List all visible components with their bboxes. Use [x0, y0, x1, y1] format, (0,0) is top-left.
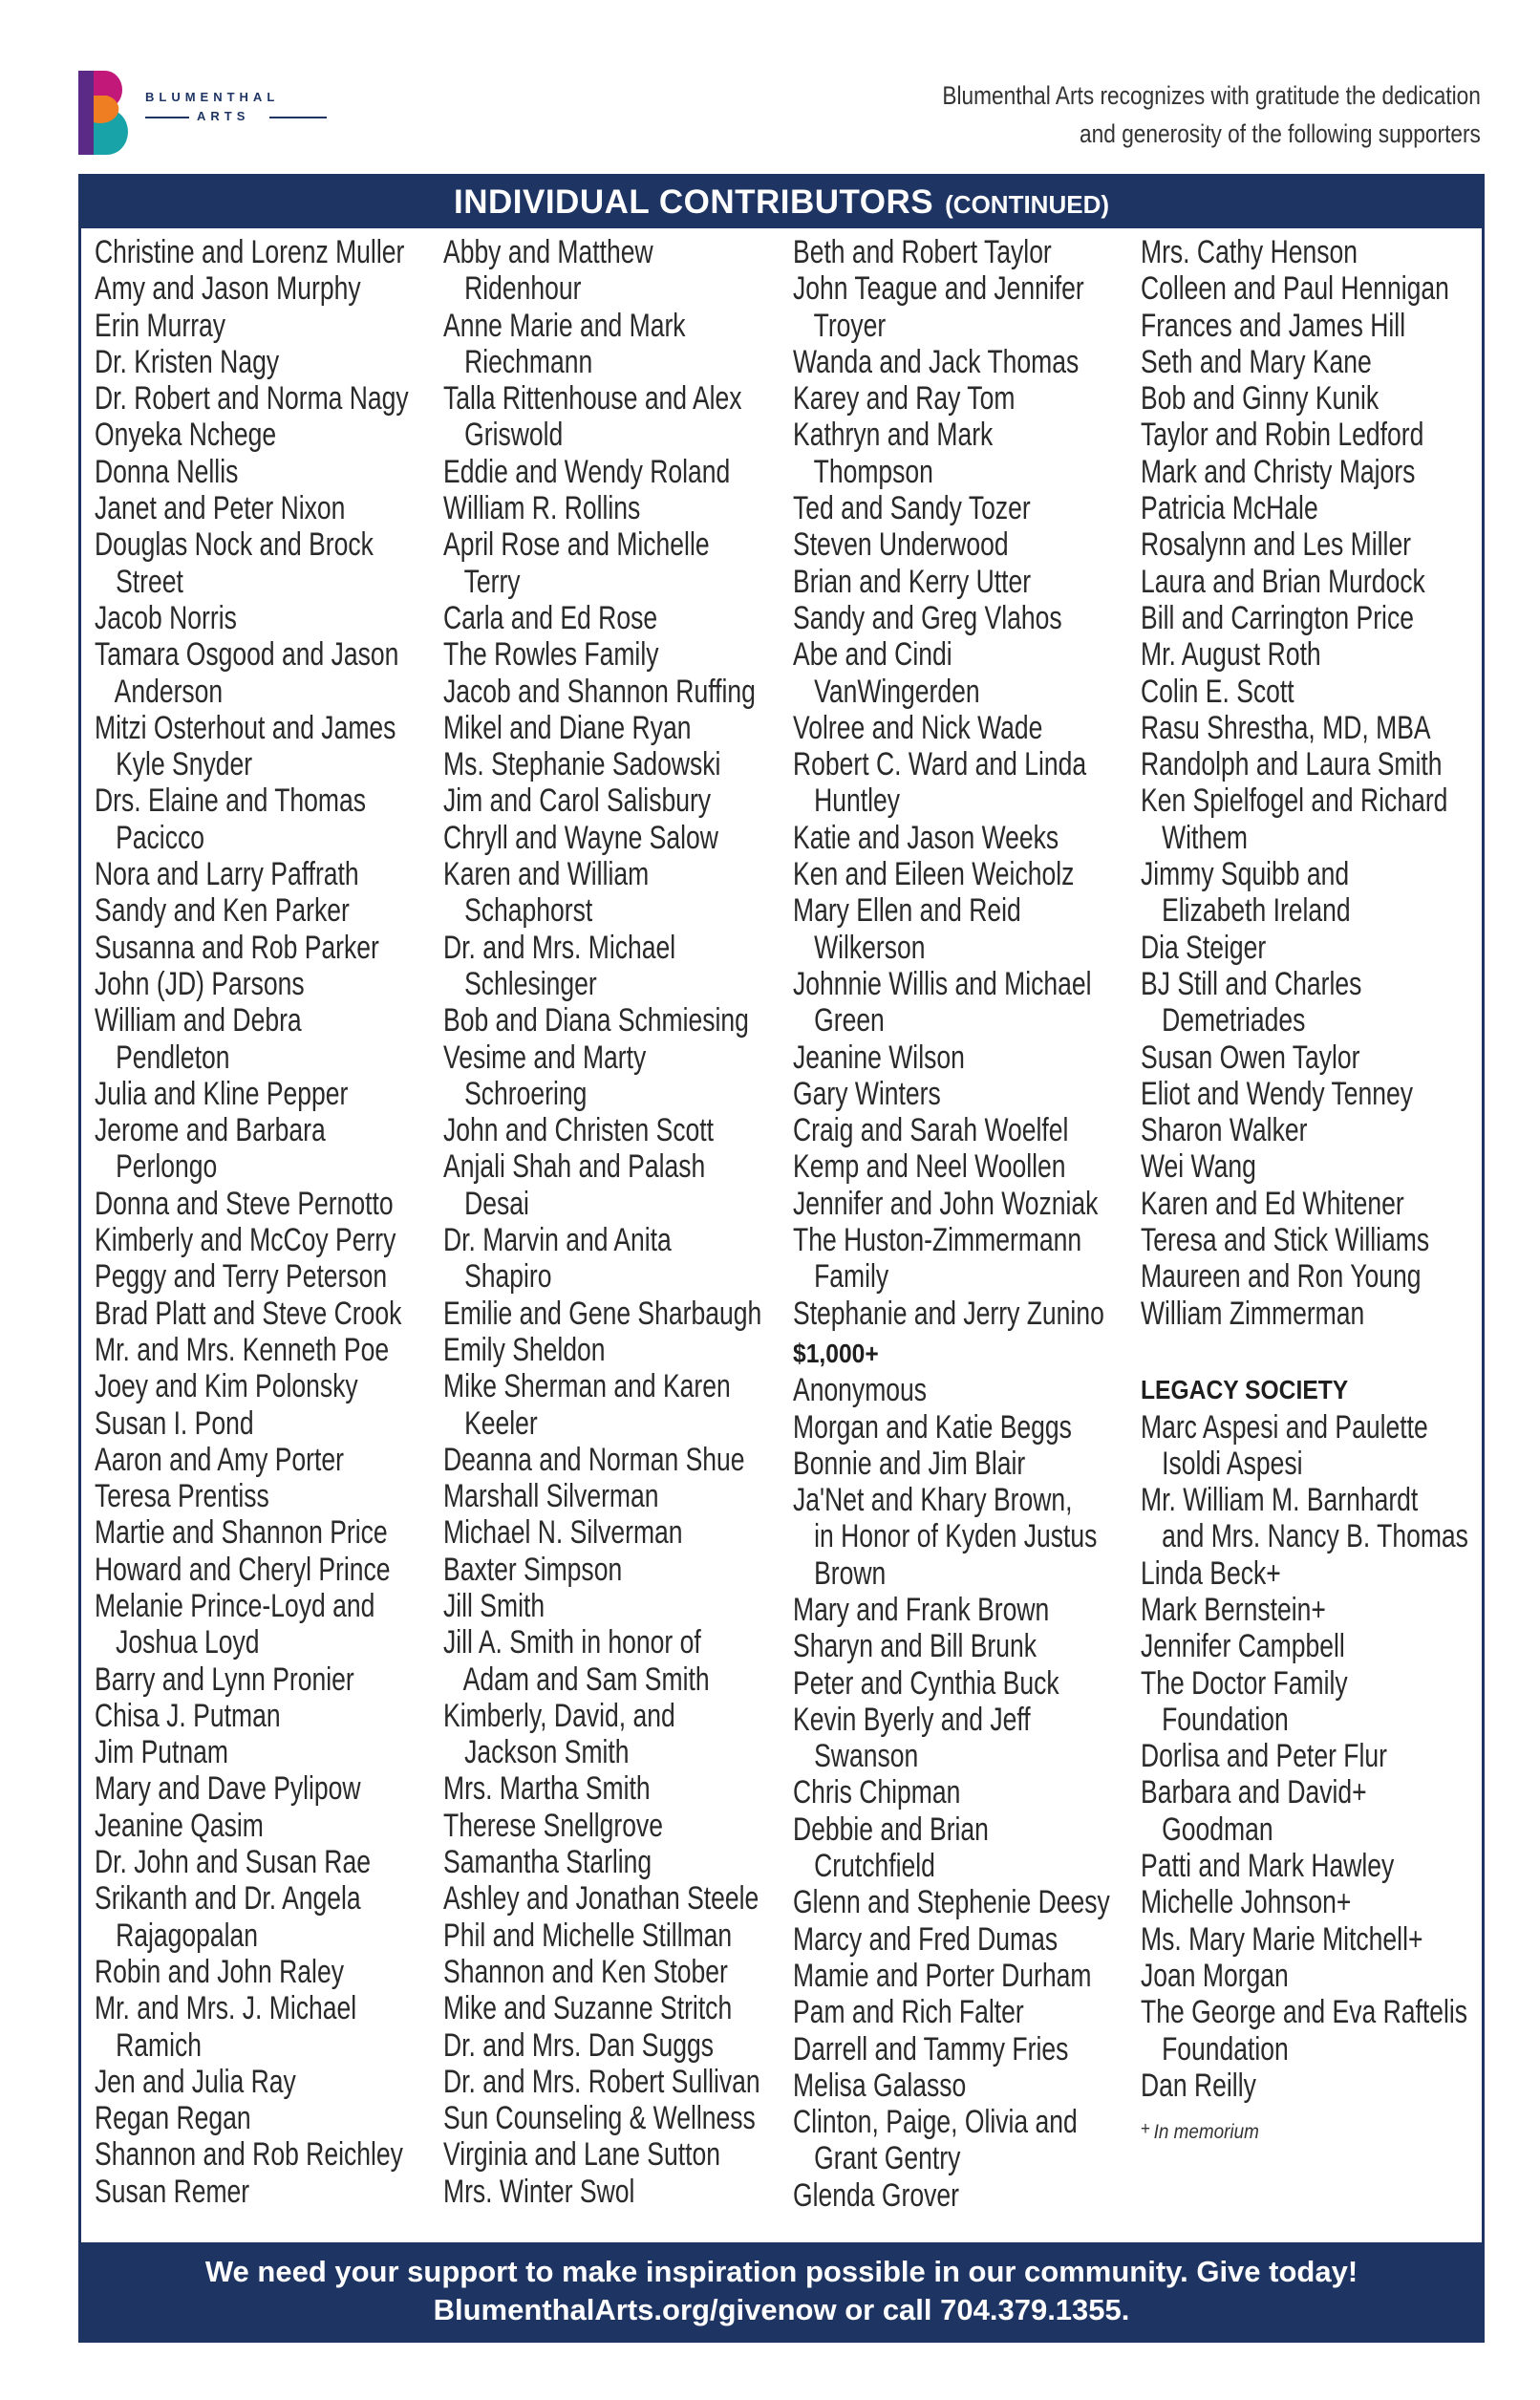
contributor-column-3 — [793, 234, 1156, 2214]
contributor-name: Dr. and Mrs. Michael — [443, 929, 676, 966]
contributor-name: Joan Morgan — [1141, 1957, 1289, 1994]
contributor-name: Colin E. Scott — [1141, 673, 1294, 710]
contributor-name: Debbie and Brian — [793, 1811, 989, 1848]
contributor-name: Jerome and Barbara — [95, 1112, 326, 1149]
contributor-name: Susan Remer — [95, 2173, 250, 2210]
logo-arts-text: ARTS — [197, 109, 250, 123]
contributor-name: Marshall Silverman — [443, 1478, 659, 1515]
contributor-name: Morgan and Katie Beggs — [793, 1408, 1072, 1446]
contributor-name: Pendleton — [95, 1039, 230, 1076]
logo-mark-icon — [78, 71, 128, 155]
contributor-column-2 — [443, 234, 806, 2210]
contributor-name: Wei Wang — [1141, 1148, 1256, 1186]
contributor-name: Jeanine Wilson — [793, 1039, 965, 1076]
contributor-name: Melisa Galasso — [793, 2067, 967, 2104]
contributor-name: Bill and Carrington Price — [1141, 599, 1414, 636]
contributor-name: Katie and Jason Weeks — [793, 819, 1059, 856]
contributor-name: Srikanth and Dr. Angela — [95, 1880, 361, 1918]
contributor-name: William R. Rollins — [443, 490, 641, 527]
contributor-name: Kathryn and Mark — [793, 417, 994, 454]
contributor-name: The Doctor Family — [1141, 1664, 1348, 1702]
contributor-name: Dr. Kristen Nagy — [95, 343, 280, 380]
contributor-name: Samantha Starling — [443, 1844, 652, 1881]
section-heading-legacy-society: LEGACY SOCIETY — [1141, 1375, 1349, 1405]
contributor-name: Schlesinger — [443, 965, 597, 1002]
contributor-name: Peggy and Terry Peterson — [95, 1258, 388, 1296]
contributor-name: Sharon Walker — [1141, 1112, 1308, 1149]
contributor-name: Barbara and David+ — [1141, 1774, 1367, 1811]
contributor-name: Jennifer Campbell — [1141, 1628, 1345, 1665]
contributor-name: Seth and Mary Kane — [1141, 343, 1372, 380]
contributor-name: Patti and Mark Hawley — [1141, 1848, 1395, 1885]
contributor-column-1 — [95, 234, 458, 2210]
column-4-spacer — [1141, 1332, 1504, 1368]
contributor-name: Sandy and Greg Vlahos — [793, 599, 1062, 636]
logo-line-blumenthal: BLUMENTHAL — [145, 90, 280, 104]
contributor-name: Swanson — [793, 1738, 919, 1775]
contributor-name: Kimberly and McCoy Perry — [95, 1222, 396, 1259]
contributor-name: Eliot and Wendy Tenney — [1141, 1075, 1414, 1112]
contributor-name: Bonnie and Jim Blair — [793, 1445, 1026, 1482]
contributor-name: Foundation — [1141, 2030, 1289, 2068]
contributor-name: Michelle Johnson+ — [1141, 1884, 1352, 1921]
contributor-name: Anderson — [95, 673, 224, 710]
contributor-name: Carla and Ed Rose — [443, 599, 658, 636]
contributor-name: Wilkerson — [793, 929, 926, 966]
contributor-name: Volree and Nick Wade — [793, 709, 1043, 746]
contributor-name: Schaphorst — [443, 892, 593, 930]
contributor-name: Mrs. Martha Smith — [443, 1770, 651, 1808]
contributor-name: Vesime and Marty — [443, 1039, 647, 1076]
contributor-name: Ken and Eileen Weicholz — [793, 856, 1075, 893]
contributor-name: VanWingerden — [793, 673, 980, 710]
contributor-name: Frances and James Hill — [1141, 307, 1406, 344]
contributor-name: Laura and Brian Murdock — [1141, 563, 1425, 600]
contributor-name: Nora and Larry Paffrath — [95, 856, 359, 893]
contributor-name: Amy and Jason Murphy — [95, 270, 361, 308]
contributor-name: Susan I. Pond — [95, 1404, 254, 1442]
contributor-name: Foundation — [1141, 1701, 1289, 1738]
contributor-name: Kevin Byerly and Jeff — [793, 1701, 1031, 1738]
contributor-name: Grant Gentry — [793, 2140, 961, 2177]
contributor-name: Ken Spielfogel and Richard — [1141, 782, 1448, 820]
contributor-name: Marc Aspesi and Paulette — [1141, 1408, 1428, 1446]
contributor-name: Brad Platt and Steve Crook — [95, 1295, 402, 1332]
contributor-name: Stephanie and Jerry Zunino — [793, 1295, 1104, 1332]
contributor-name: Family — [793, 1258, 889, 1296]
contributor-name: Green — [793, 1002, 885, 1039]
column-4-list-top — [1141, 234, 1504, 1332]
tagline-line-2: and generosity of the following supporters — [1080, 119, 1481, 148]
contributor-name: Douglas Nock and Brock — [95, 526, 374, 564]
contributor-name: Donna Nellis — [95, 453, 239, 490]
contributor-name: Dr. Robert and Norma Nagy — [95, 380, 409, 418]
contributor-name: Michael N. Silverman — [443, 1514, 683, 1552]
contributor-name: Bob and Ginny Kunik — [1141, 380, 1380, 418]
contributor-name: Mary and Dave Pylipow — [95, 1770, 361, 1808]
contributor-name: Teresa Prentiss — [95, 1478, 269, 1515]
contributor-name: Mrs. Winter Swol — [443, 2173, 635, 2210]
contributor-name: Teresa and Stick Williams — [1141, 1222, 1430, 1259]
column-3-list-bottom — [793, 1372, 1156, 2214]
contributor-name: Jackson Smith — [443, 1734, 630, 1771]
contributor-name: Anonymous — [793, 1372, 928, 1409]
contributor-name: Martie and Shannon Price — [95, 1514, 388, 1552]
contributor-name: Howard and Cheryl Prince — [95, 1551, 391, 1588]
contributor-name: Steven Underwood — [793, 526, 1009, 564]
contributor-name: Aaron and Amy Porter — [95, 1441, 344, 1478]
contributor-name: Christine and Lorenz Muller — [95, 234, 405, 270]
contributor-name: Sandy and Ken Parker — [95, 892, 350, 930]
contributor-name: Therese Snellgrove — [443, 1807, 663, 1844]
contributor-name: Brown — [793, 1554, 887, 1592]
contributor-name: Sun Counseling & Wellness — [443, 2100, 756, 2137]
contributor-name: Melanie Prince-Loyd and — [95, 1587, 375, 1624]
contributor-name: Jill A. Smith in honor of — [443, 1624, 701, 1661]
contributor-name: Karen and William — [443, 856, 650, 893]
contributor-name: Dan Reilly — [1141, 2067, 1256, 2104]
contributor-name: Terry — [443, 563, 521, 600]
contributor-name: Desai — [443, 1185, 529, 1222]
contributor-name: Ashley and Jonathan Steele — [443, 1880, 759, 1918]
logo-line-arts — [145, 107, 336, 126]
contributor-name: Ramich — [95, 2026, 203, 2064]
contributor-name: Dr. John and Susan Rae — [95, 1844, 371, 1881]
memoriam-symbol: + — [1141, 2119, 1150, 2140]
contributor-name: Withem — [1141, 819, 1248, 856]
contributor-name: Tamara Osgood and Jason — [95, 636, 399, 674]
contributor-name: Pam and Rich Falter — [793, 1994, 1024, 2031]
contributor-column-4 — [1141, 234, 1504, 2144]
contributor-name: Talla Rittenhouse and Alex — [443, 380, 742, 418]
contributor-name: Keeler — [443, 1404, 538, 1442]
contributor-name: John Teague and Jennifer — [793, 270, 1084, 308]
contributor-name: Shannon and Rob Reichley — [95, 2136, 403, 2174]
contributor-name: Jim and Carol Salisbury — [443, 782, 712, 820]
contributor-name: Mikel and Diane Ryan — [443, 709, 692, 746]
contributor-name: Deanna and Norman Shue — [443, 1441, 745, 1478]
contributor-name: and Mrs. Nancy B. Thomas — [1141, 1518, 1468, 1555]
contributor-name: Craig and Sarah Woelfel — [793, 1112, 1069, 1149]
contributor-name: Onyeka Nchege — [95, 417, 277, 454]
contributor-name: Dr. and Mrs. Robert Sullivan — [443, 2063, 760, 2100]
contributor-name: Mr. William M. Barnhardt — [1141, 1482, 1419, 1519]
contributor-name: Bob and Diana Schmiesing — [443, 1002, 749, 1039]
contributor-name: Darrell and Tammy Fries — [793, 2030, 1069, 2068]
contributor-name: Marcy and Fred Dumas — [793, 1920, 1059, 1958]
contributor-name: Mark Bernstein+ — [1141, 1591, 1326, 1628]
contributor-name: Julia and Kline Pepper — [95, 1075, 349, 1112]
contributor-name: William Zimmerman — [1141, 1295, 1365, 1332]
contributor-name: April Rose and Michelle — [443, 526, 710, 564]
contributor-name: Mr. and Mrs. Kenneth Poe — [95, 1331, 390, 1368]
contributor-name: Linda Beck+ — [1141, 1554, 1281, 1592]
contributor-name: Jacob Norris — [95, 599, 237, 636]
contributor-name: Ja'Net and Khary Brown, — [793, 1482, 1073, 1519]
contributor-name: Karey and Ray Tom — [793, 380, 1016, 418]
memoriam-text: In memorium — [1153, 2121, 1259, 2144]
contributor-name: Dr. Marvin and Anita — [443, 1222, 672, 1259]
contributors-panel — [78, 174, 1485, 2343]
contributor-name: Kemp and Neel Woollen — [793, 1148, 1066, 1186]
contributor-name: BJ Still and Charles — [1141, 965, 1362, 1002]
contributor-name: Riechmann — [443, 343, 593, 380]
contributor-name: Goodman — [1141, 1811, 1273, 1848]
contributor-name: Robert C. Ward and Linda — [793, 746, 1087, 783]
contributor-name: Emily Sheldon — [443, 1331, 606, 1368]
contributor-name: Donna and Steve Pernotto — [95, 1185, 394, 1222]
contributor-name: Mr. and Mrs. J. Michael — [95, 1990, 357, 2027]
contributor-name: Drs. Elaine and Thomas — [95, 782, 367, 820]
contributor-name: Eddie and Wendy Roland — [443, 453, 731, 490]
contributor-name: Troyer — [793, 307, 887, 344]
contributor-name: Pacicco — [95, 819, 204, 856]
contributor-name: Johnnie Willis and Michael — [793, 965, 1092, 1002]
contributor-name: Beth and Robert Taylor — [793, 234, 1052, 270]
contributor-name: Susan Owen Taylor — [1141, 1039, 1360, 1076]
footer-line-1: We need your support to make inspiration possible in our community. Give today! — [204, 2255, 1358, 2288]
contributor-name: Patricia McHale — [1141, 490, 1318, 527]
contributor-name: Jill Smith — [443, 1587, 545, 1624]
contributor-name: Jim Putnam — [95, 1734, 229, 1771]
contributor-name: Street — [95, 563, 183, 600]
contributor-name: Rajagopalan — [95, 1917, 259, 1954]
contributor-name: Jennifer and John Wozniak — [793, 1185, 1099, 1222]
contributor-name: Mike and Suzanne Stritch — [443, 1990, 733, 2027]
blumenthal-arts-logo — [78, 71, 365, 159]
contributor-name: Regan Regan — [95, 2100, 251, 2137]
contributor-name: Joey and Kim Polonsky — [95, 1368, 358, 1405]
tagline-line-1: Blumenthal Arts recognizes with gratitude the dedication — [942, 81, 1481, 110]
contributor-name: Glenn and Stephenie Deesy — [793, 1884, 1110, 1921]
contributor-name: Peter and Cynthia Buck — [793, 1664, 1059, 1702]
contributor-name: Gary Winters — [793, 1075, 941, 1112]
contributor-name: Griswold — [443, 417, 564, 454]
contributor-name: Barry and Lynn Pronier — [95, 1661, 354, 1698]
contributor-columns — [95, 234, 1480, 2231]
contributor-name: Phil and Michelle Stillman — [443, 1917, 733, 1954]
contributor-name: Mary Ellen and Reid — [793, 892, 1021, 930]
contributor-name: The Huston-Zimmermann — [793, 1222, 1082, 1259]
contributor-name: in Honor of Kyden Justus — [793, 1518, 1098, 1555]
contributor-name: Shannon and Ken Stober — [443, 1953, 728, 1990]
contributor-name: Randolph and Laura Smith — [1141, 746, 1443, 783]
contributor-name: Isoldi Aspesi — [1141, 1445, 1303, 1482]
contributor-name: Elizabeth Ireland — [1141, 892, 1351, 930]
contributor-name: Wanda and Jack Thomas — [793, 343, 1080, 380]
contributor-name: Mark and Christy Majors — [1141, 453, 1416, 490]
contributor-name: John and Christen Scott — [443, 1112, 715, 1149]
contributor-name: Maureen and Ron Young — [1141, 1258, 1422, 1296]
logo-rule-right — [269, 117, 327, 118]
contributor-name: Mike Sherman and Karen — [443, 1368, 731, 1405]
contributor-name: The Rowles Family — [443, 636, 659, 674]
contributor-name: Shapiro — [443, 1258, 552, 1296]
contributor-name: Crutchfield — [793, 1848, 935, 1885]
contributor-name: Rosalynn and Les Miller — [1141, 526, 1412, 564]
contributor-name: Schroering — [443, 1075, 588, 1112]
contributor-name: Robin and John Raley — [95, 1953, 344, 1990]
contributor-name: Susanna and Rob Parker — [95, 929, 379, 966]
contributor-name: Janet and Peter Nixon — [95, 490, 346, 527]
section-header — [81, 177, 1482, 228]
contributor-name: Anjali Shah and Palash — [443, 1148, 706, 1186]
contributor-name: Erin Murray — [95, 307, 226, 344]
contributor-name: Karen and Ed Whitener — [1141, 1185, 1404, 1222]
contributor-name: Ted and Sandy Tozer — [793, 490, 1031, 527]
contributor-name: The George and Eva Raftelis — [1141, 1994, 1468, 2031]
contributor-name: Brian and Kerry Utter — [793, 563, 1032, 600]
contributor-name: Joshua Loyd — [95, 1624, 260, 1661]
contributor-name: Jen and Julia Ray — [95, 2063, 296, 2100]
header-subtitle: (CONTINUED) — [945, 189, 1110, 219]
contributor-name: Glenda Grover — [793, 2176, 959, 2214]
contributor-name: Mary and Frank Brown — [793, 1591, 1050, 1628]
contributor-name: Emilie and Gene Sharbaugh — [443, 1295, 762, 1332]
contributor-name: Adam and Sam Smith — [443, 1661, 710, 1698]
contributor-name: Clinton, Paige, Olivia and — [793, 2104, 1078, 2141]
contributor-name: Sharyn and Bill Brunk — [793, 1628, 1037, 1665]
in-memoriam-note — [1141, 2104, 1467, 2144]
header-title: INDIVIDUAL CONTRIBUTORS — [453, 183, 934, 221]
contributor-name: Kimberly, David, and — [443, 1697, 675, 1734]
contributor-name: Demetriades — [1141, 1002, 1306, 1039]
contributor-name: John (JD) Parsons — [95, 965, 305, 1002]
contributor-name: Colleen and Paul Hennigan — [1141, 270, 1449, 308]
section-heading-1000-plus: $1,000+ — [793, 1338, 879, 1368]
contributor-name: Abby and Matthew — [443, 234, 653, 270]
logo-wordmark — [145, 88, 336, 126]
contributor-name: Abe and Cindi — [793, 636, 952, 674]
contributor-name: Chisa J. Putman — [95, 1697, 281, 1734]
contributor-name: Dia Steiger — [1141, 929, 1267, 966]
contributor-name: Mr. August Roth — [1141, 636, 1321, 674]
column-3-list-top — [793, 234, 1156, 1332]
footer-line-2[interactable]: BlumenthalArts.org/givenow or call 704.379.1355. — [433, 2293, 1130, 2326]
contributor-name: Ridenhour — [443, 270, 582, 308]
contributor-name: Dr. and Mrs. Dan Suggs — [443, 2026, 715, 2064]
contributor-name: Chryll and Wayne Salow — [443, 819, 718, 856]
logo-rule-left — [145, 117, 189, 118]
contributor-name: Baxter Simpson — [443, 1551, 623, 1588]
contributor-name: Mrs. Cathy Henson — [1141, 234, 1358, 270]
contributor-name: Mamie and Porter Durham — [793, 1957, 1092, 1994]
column-4-list-bottom — [1141, 1409, 1504, 2105]
contributor-name: Virginia and Lane Sutton — [443, 2136, 720, 2174]
contributor-name: Chris Chipman — [793, 1774, 961, 1811]
contributor-name: Mitzi Osterhout and James — [95, 709, 396, 746]
contributor-name: Jimmy Squibb and — [1141, 856, 1350, 893]
tagline — [942, 76, 1481, 153]
contributor-name: Rasu Shrestha, MD, MBA — [1141, 709, 1431, 746]
contributor-name: Jeanine Qasim — [95, 1807, 264, 1844]
contributor-name: Anne Marie and Mark — [443, 307, 686, 344]
contributor-name: Ms. Stephanie Sadowski — [443, 746, 721, 783]
contributor-name: Taylor and Robin Ledford — [1141, 417, 1424, 454]
contributor-name: Thompson — [793, 453, 933, 490]
contributor-name: William and Debra — [95, 1002, 302, 1039]
contributor-name: Kyle Snyder — [95, 746, 253, 783]
contributor-name: Perlongo — [95, 1148, 218, 1186]
contributor-name: Dorlisa and Peter Flur — [1141, 1738, 1387, 1775]
footer-banner — [81, 2242, 1482, 2340]
contributor-name: Huntley — [793, 782, 901, 820]
contributor-name: Ms. Mary Marie Mitchell+ — [1141, 1920, 1423, 1958]
contributor-name: Jacob and Shannon Ruffing — [443, 673, 756, 710]
